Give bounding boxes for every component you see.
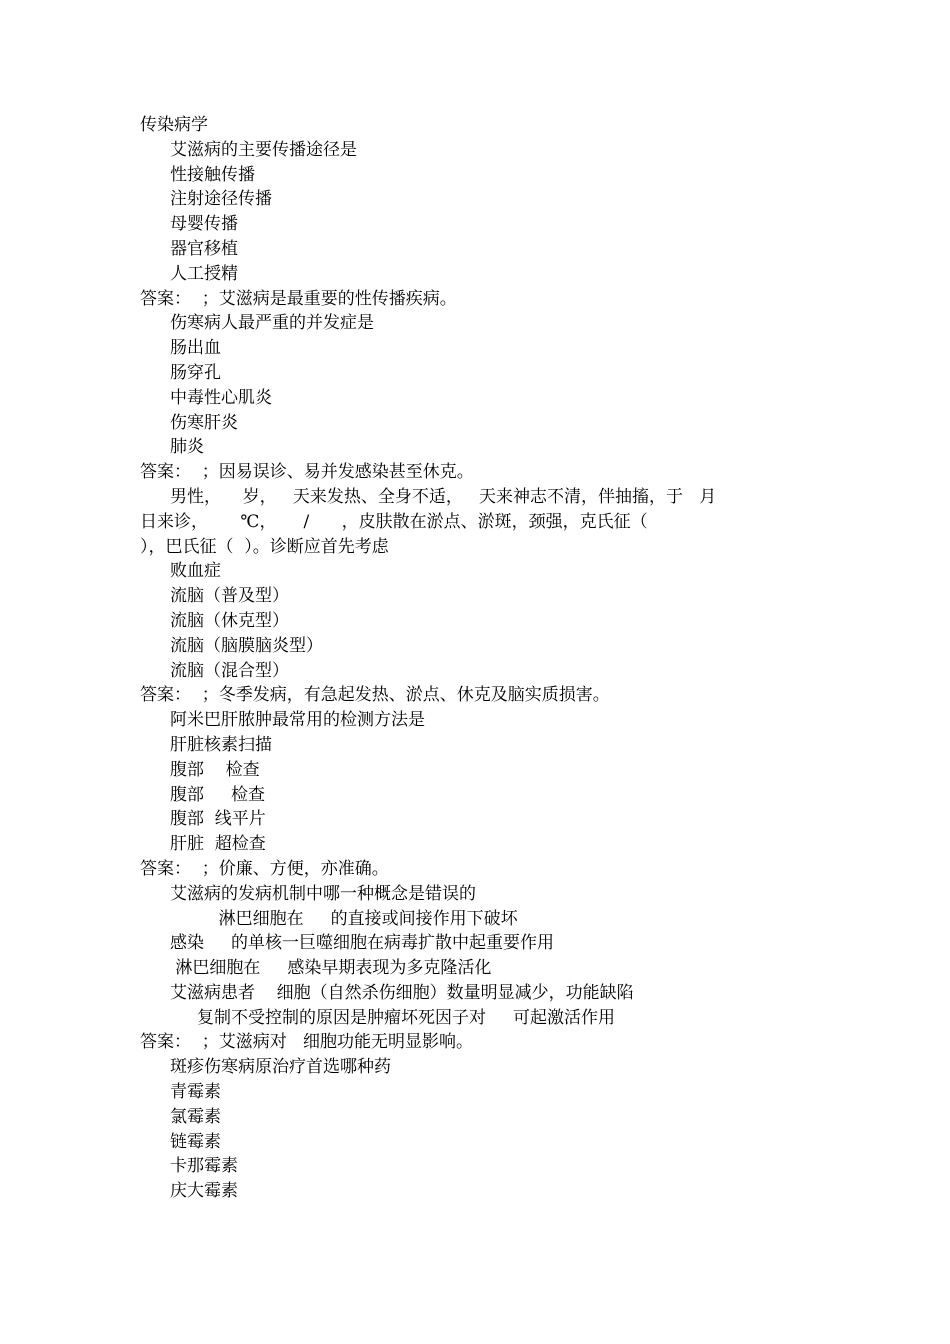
text-line: 流脑（普及型） bbox=[170, 586, 289, 607]
text-line: 伤寒病人最严重的并发症是 bbox=[170, 313, 374, 334]
answer-line: 答案： ；因易误诊、易并发感染甚至休克。 bbox=[140, 462, 474, 483]
text-line: 肠出血 bbox=[170, 338, 221, 359]
text-line: 伤寒肝炎 bbox=[170, 412, 238, 433]
text-line: 注射途径传播 bbox=[170, 189, 272, 210]
text-line: 淋巴细胞在 感染早期表现为多克隆活化 bbox=[170, 958, 492, 979]
text-line: 败血症 bbox=[170, 561, 221, 582]
text-line: 庆大霉素 bbox=[170, 1181, 238, 1202]
text-line: 器官移植 bbox=[170, 238, 238, 259]
text-line: 母婴传播 bbox=[170, 214, 238, 235]
document-body bbox=[140, 113, 790, 1204]
text-line: 肝脏核素扫描 bbox=[170, 734, 272, 755]
text-line: 流脑（混合型） bbox=[170, 660, 289, 681]
text-line: 肝脏 超检查 bbox=[170, 834, 266, 855]
text-line: 流脑（脑膜脑炎型） bbox=[170, 635, 323, 656]
answer-line: 答案： ；艾滋病是最重要的性传播疾病。 bbox=[140, 288, 457, 309]
text-line: 肺炎 bbox=[170, 437, 204, 458]
text-line: 艾滋病的主要传播途径是 bbox=[170, 139, 357, 160]
text-line: 流脑（休克型） bbox=[170, 610, 289, 631]
text-line: 氯霉素 bbox=[170, 1106, 221, 1127]
text-line: 链霉素 bbox=[170, 1131, 221, 1152]
answer-line: 答案： ；冬季发病，有急起发热、淤点、休克及脑实质损害。 bbox=[140, 685, 610, 706]
text-line: 卡那霉素 bbox=[170, 1156, 238, 1177]
text-line: 中毒性心肌炎 bbox=[170, 387, 272, 408]
text-line: 感染 的单核一巨噬细胞在病毒扩散中起重要作用 bbox=[170, 933, 555, 954]
text-line: 肠穿孔 bbox=[170, 362, 221, 383]
text-line: ），巴氏征（ ）。诊断应首先考虑 bbox=[140, 536, 389, 557]
text-line: 性接触传播 bbox=[170, 164, 255, 185]
text-line: 男性， 岁， 天来发热、全身不适， 天来神志不清，伴抽搐，于 月 bbox=[170, 486, 717, 507]
text-line: 斑疹伤寒病原治疗首选哪种药 bbox=[170, 1057, 391, 1078]
document-title: 传染病学 bbox=[140, 115, 208, 135]
text-line: 腹部 检查 bbox=[170, 759, 260, 780]
text-line: 腹部 线平片 bbox=[170, 809, 266, 830]
text-line: 复制不受控制的原因是肿瘤坏死因子对 可起激活作用 bbox=[170, 1007, 616, 1028]
answer-line: 答案： ；价廉、方便，亦准确。 bbox=[140, 858, 389, 879]
text-line: 艾滋病患者 细胞（自然杀伤细胞）数量明显减少，功能缺陷 bbox=[170, 982, 634, 1003]
text-line: 阿米巴肝脓肿最常用的检测方法是 bbox=[170, 710, 425, 731]
text-line: 人工授精 bbox=[170, 263, 238, 284]
text-line: 腹部 检查 bbox=[170, 784, 266, 805]
answer-line: 答案： ；艾滋病对 细胞功能无明显影响。 bbox=[140, 1032, 474, 1053]
text-line: 淋巴细胞在 的直接或间接作用下破坏 bbox=[170, 908, 518, 929]
text-line: 青霉素 bbox=[170, 1082, 221, 1103]
document-lines bbox=[140, 138, 790, 1204]
text-line: 艾滋病的发病机制中哪一种概念是错误的 bbox=[170, 883, 476, 904]
text-line: 日来诊， ℃， / ，皮肤散在淤点、淤斑，颈强，克氏征（ bbox=[140, 511, 648, 532]
